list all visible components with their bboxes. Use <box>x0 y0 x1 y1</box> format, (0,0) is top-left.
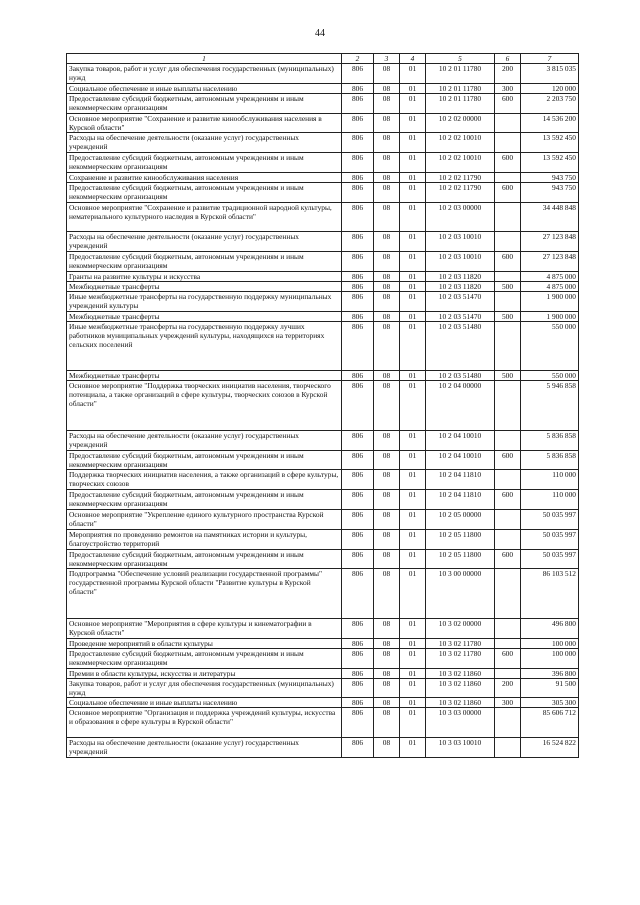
table-row <box>67 510 579 530</box>
row-code-6: 600 <box>495 450 521 470</box>
row-name: Предоставление субсидий бюджетным, автономным учреждениям и иным некоммерческим организациям <box>67 252 342 272</box>
row-code-4: 01 <box>400 638 426 648</box>
row-amount: 27 123 848 <box>521 252 579 272</box>
row-code-5: 10 2 05 11800 <box>426 529 495 549</box>
row-code-2: 806 <box>342 569 374 619</box>
row-code-3: 08 <box>374 678 400 698</box>
row-code-4: 01 <box>400 292 426 312</box>
row-amount: 91 500 <box>521 678 579 698</box>
row-amount: 86 103 512 <box>521 569 579 619</box>
row-code-5: 10 2 03 51480 <box>426 321 495 371</box>
row-code-3: 08 <box>374 618 400 638</box>
row-amount: 396 800 <box>521 668 579 678</box>
table-row <box>67 113 579 133</box>
row-code-2: 806 <box>342 64 374 84</box>
row-name: Межбюджетные трансферты <box>67 371 342 381</box>
row-name: Подпрограмма "Обеспечение условий реализации государственной программы" государственной программы Курской области "Развитие культуры в Курской области" <box>67 569 342 619</box>
row-code-2: 806 <box>342 282 374 292</box>
row-code-3: 08 <box>374 202 400 232</box>
row-code-6 <box>495 430 521 450</box>
row-code-5: 10 2 02 11790 <box>426 182 495 202</box>
row-amount: 4 875 000 <box>521 282 579 292</box>
row-code-2: 806 <box>342 668 374 678</box>
row-code-6 <box>495 202 521 232</box>
row-amount: 120 000 <box>521 83 579 93</box>
table-row <box>67 618 579 638</box>
row-code-5: 10 2 01 11780 <box>426 93 495 113</box>
table-row <box>67 698 579 708</box>
row-code-3: 08 <box>374 638 400 648</box>
row-code-6 <box>495 708 521 738</box>
table-row <box>67 321 579 371</box>
row-code-5: 10 2 02 11790 <box>426 172 495 182</box>
row-code-6 <box>495 470 521 490</box>
row-amount: 1 900 000 <box>521 292 579 312</box>
row-code-6: 600 <box>495 648 521 668</box>
row-code-2: 806 <box>342 371 374 381</box>
table-row <box>67 678 579 698</box>
row-code-5: 10 2 03 00000 <box>426 202 495 232</box>
row-code-5: 10 2 03 11820 <box>426 282 495 292</box>
row-code-2: 806 <box>342 133 374 153</box>
table-row <box>67 182 579 202</box>
row-amount: 550 000 <box>521 371 579 381</box>
row-amount: 13 592 450 <box>521 133 579 153</box>
row-name: Премии в области культуры, искусства и литературы <box>67 668 342 678</box>
row-code-4: 01 <box>400 569 426 619</box>
row-code-3: 08 <box>374 490 400 510</box>
row-code-6 <box>495 638 521 648</box>
row-code-5: 10 2 04 10010 <box>426 450 495 470</box>
row-code-2: 806 <box>342 381 374 431</box>
table-row <box>67 252 579 272</box>
row-code-2: 806 <box>342 529 374 549</box>
row-code-4: 01 <box>400 64 426 84</box>
row-code-2: 806 <box>342 490 374 510</box>
row-name: Расходы на обеспечение деятельности (оказание услуг) государственных учреждений <box>67 133 342 153</box>
row-code-6: 500 <box>495 282 521 292</box>
row-amount: 110 000 <box>521 490 579 510</box>
row-code-6: 600 <box>495 549 521 569</box>
row-code-5: 10 2 02 10010 <box>426 133 495 153</box>
row-code-4: 01 <box>400 311 426 321</box>
row-code-5: 10 2 05 00000 <box>426 510 495 530</box>
row-code-3: 08 <box>374 668 400 678</box>
table-row <box>67 381 579 431</box>
row-name: Предоставление субсидий бюджетным, автономным учреждениям и иным некоммерческим организациям <box>67 153 342 173</box>
row-name: Гранты на развитие культуры и искусства <box>67 272 342 282</box>
row-name: Основное мероприятие "Сохранение и развитие традиционной народной культуры, нематериального культурного наследия в Курской области" <box>67 202 342 232</box>
table-row <box>67 668 579 678</box>
table-row <box>67 64 579 84</box>
row-code-5: 10 3 02 11860 <box>426 668 495 678</box>
row-code-4: 01 <box>400 83 426 93</box>
row-code-3: 08 <box>374 549 400 569</box>
row-amount: 550 000 <box>521 321 579 371</box>
row-code-6: 200 <box>495 64 521 84</box>
row-code-4: 01 <box>400 321 426 371</box>
row-code-5: 10 2 04 11810 <box>426 490 495 510</box>
table-row <box>67 430 579 450</box>
row-code-3: 08 <box>374 450 400 470</box>
row-name: Предоставление субсидий бюджетным, автономным учреждениям и иным некоммерческим организациям <box>67 93 342 113</box>
row-amount: 5 836 858 <box>521 450 579 470</box>
row-code-6 <box>495 381 521 431</box>
row-code-4: 01 <box>400 470 426 490</box>
row-code-6 <box>495 232 521 252</box>
row-name: Расходы на обеспечение деятельности (оказание услуг) государственных учреждений <box>67 232 342 252</box>
row-code-3: 08 <box>374 133 400 153</box>
row-code-5: 10 2 03 51470 <box>426 311 495 321</box>
row-code-3: 08 <box>374 311 400 321</box>
column-header-6: 6 <box>495 54 521 64</box>
row-code-3: 08 <box>374 510 400 530</box>
row-code-2: 806 <box>342 172 374 182</box>
row-code-3: 08 <box>374 272 400 282</box>
row-code-5: 10 3 03 00000 <box>426 708 495 738</box>
row-code-4: 01 <box>400 648 426 668</box>
row-code-6 <box>495 668 521 678</box>
row-code-4: 01 <box>400 738 426 758</box>
row-name: Иные межбюджетные трансферты на государственную поддержку муниципальных учреждений культуры <box>67 292 342 312</box>
row-name: Проведение мероприятий в области культуры <box>67 638 342 648</box>
row-code-3: 08 <box>374 282 400 292</box>
row-code-3: 08 <box>374 569 400 619</box>
row-code-6: 600 <box>495 490 521 510</box>
row-code-3: 08 <box>374 252 400 272</box>
row-code-4: 01 <box>400 450 426 470</box>
row-amount: 305 300 <box>521 698 579 708</box>
row-code-5: 10 3 02 11780 <box>426 638 495 648</box>
row-code-2: 806 <box>342 738 374 758</box>
row-code-4: 01 <box>400 708 426 738</box>
row-code-6 <box>495 133 521 153</box>
page-number: 44 <box>315 28 325 39</box>
row-name: Межбюджетные трансферты <box>67 282 342 292</box>
row-code-5: 10 2 04 10010 <box>426 430 495 450</box>
table-row <box>67 638 579 648</box>
row-amount: 50 035 997 <box>521 529 579 549</box>
row-code-2: 806 <box>342 153 374 173</box>
row-code-6: 500 <box>495 311 521 321</box>
row-name: Закупка товаров, работ и услуг для обеспечения государственных (муниципальных) нужд <box>67 678 342 698</box>
row-name: Основное мероприятие "Организация и поддержка учреждений культуры, искусства и образования в сфере культуры в Курской области" <box>67 708 342 738</box>
row-code-5: 10 2 03 51480 <box>426 371 495 381</box>
row-code-5: 10 2 05 11800 <box>426 549 495 569</box>
row-amount: 1 900 000 <box>521 311 579 321</box>
row-code-3: 08 <box>374 292 400 312</box>
row-code-2: 806 <box>342 450 374 470</box>
row-name: Мероприятия по проведению ремонтов на памятниках истории и культуры, благоустройство территорий <box>67 529 342 549</box>
row-code-2: 806 <box>342 252 374 272</box>
table-row <box>67 282 579 292</box>
row-code-5: 10 2 02 00000 <box>426 113 495 133</box>
column-header-row <box>67 54 579 64</box>
table-row <box>67 529 579 549</box>
row-code-2: 806 <box>342 549 374 569</box>
row-code-5: 10 2 01 11780 <box>426 64 495 84</box>
row-code-4: 01 <box>400 430 426 450</box>
column-header-5: 5 <box>426 54 495 64</box>
row-name: Основное мероприятие "Поддержка творческих инициатив населения, творческого потенциала, а также организаций в сфере культуры, творческих союзов в Курской области" <box>67 381 342 431</box>
row-amount: 100 000 <box>521 638 579 648</box>
row-code-2: 806 <box>342 638 374 648</box>
row-code-6 <box>495 510 521 530</box>
table-row <box>67 549 579 569</box>
table-row <box>67 371 579 381</box>
row-code-2: 806 <box>342 292 374 312</box>
table-row <box>67 202 579 232</box>
row-amount: 16 524 822 <box>521 738 579 758</box>
row-code-2: 806 <box>342 698 374 708</box>
row-code-4: 01 <box>400 529 426 549</box>
row-name: Основное мероприятие "Мероприятия в сфере культуры и кинематографии в Курской области" <box>67 618 342 638</box>
row-code-6 <box>495 172 521 182</box>
column-header-4: 4 <box>400 54 426 64</box>
row-code-4: 01 <box>400 678 426 698</box>
table-row <box>67 738 579 758</box>
row-code-3: 08 <box>374 93 400 113</box>
table-row <box>67 311 579 321</box>
row-code-4: 01 <box>400 133 426 153</box>
row-code-6 <box>495 738 521 758</box>
row-code-4: 01 <box>400 113 426 133</box>
row-code-4: 01 <box>400 381 426 431</box>
row-code-5: 10 2 03 11820 <box>426 272 495 282</box>
row-code-4: 01 <box>400 490 426 510</box>
row-code-2: 806 <box>342 708 374 738</box>
row-amount: 5 836 858 <box>521 430 579 450</box>
budget-table <box>66 53 579 758</box>
row-code-2: 806 <box>342 232 374 252</box>
row-code-4: 01 <box>400 182 426 202</box>
row-code-6: 600 <box>495 252 521 272</box>
row-name: Предоставление субсидий бюджетным, автономным учреждениям и иным некоммерческим организациям <box>67 648 342 668</box>
table-row <box>67 648 579 668</box>
column-header-2: 2 <box>342 54 374 64</box>
table-row <box>67 292 579 312</box>
column-header-3: 3 <box>374 54 400 64</box>
row-code-3: 08 <box>374 371 400 381</box>
row-name: Предоставление субсидий бюджетным, автономным учреждениям и иным некоммерческим организациям <box>67 450 342 470</box>
row-code-5: 10 2 04 11810 <box>426 470 495 490</box>
row-amount: 14 536 200 <box>521 113 579 133</box>
row-code-5: 10 3 00 00000 <box>426 569 495 619</box>
row-code-5: 10 2 03 51470 <box>426 292 495 312</box>
table-row <box>67 133 579 153</box>
row-name: Межбюджетные трансферты <box>67 311 342 321</box>
table-row <box>67 232 579 252</box>
row-code-5: 10 2 01 11780 <box>426 83 495 93</box>
row-code-3: 08 <box>374 153 400 173</box>
row-code-5: 10 2 03 10010 <box>426 252 495 272</box>
table-row <box>67 470 579 490</box>
row-amount: 943 750 <box>521 172 579 182</box>
row-code-4: 01 <box>400 371 426 381</box>
row-amount: 50 035 997 <box>521 510 579 530</box>
row-amount: 4 875 000 <box>521 272 579 282</box>
row-name: Основное мероприятие "Укрепление единого культурного пространства Курской области" <box>67 510 342 530</box>
row-code-6: 200 <box>495 678 521 698</box>
row-code-4: 01 <box>400 618 426 638</box>
row-code-3: 08 <box>374 182 400 202</box>
table-row <box>67 708 579 738</box>
row-code-4: 01 <box>400 232 426 252</box>
row-code-5: 10 2 04 00000 <box>426 381 495 431</box>
row-code-2: 806 <box>342 618 374 638</box>
row-code-2: 806 <box>342 202 374 232</box>
row-name: Социальное обеспечение и иные выплаты населению <box>67 83 342 93</box>
row-name: Расходы на обеспечение деятельности (оказание услуг) государственных учреждений <box>67 738 342 758</box>
row-code-3: 08 <box>374 64 400 84</box>
row-code-6: 600 <box>495 182 521 202</box>
row-code-2: 806 <box>342 321 374 371</box>
row-name: Предоставление субсидий бюджетным, автономным учреждениям и иным некоммерческим организациям <box>67 182 342 202</box>
row-code-4: 01 <box>400 510 426 530</box>
row-code-3: 08 <box>374 113 400 133</box>
table-row <box>67 172 579 182</box>
row-code-2: 806 <box>342 648 374 668</box>
row-code-2: 806 <box>342 470 374 490</box>
row-code-3: 08 <box>374 172 400 182</box>
row-code-6 <box>495 618 521 638</box>
row-code-3: 08 <box>374 381 400 431</box>
row-code-6: 600 <box>495 153 521 173</box>
row-amount: 100 000 <box>521 648 579 668</box>
row-name: Социальное обеспечение и иные выплаты населению <box>67 698 342 708</box>
row-code-5: 10 2 03 10010 <box>426 232 495 252</box>
row-name: Поддержка творческих инициатив населения, а также организаций в сфере культуры, творческих союзов <box>67 470 342 490</box>
row-code-3: 08 <box>374 738 400 758</box>
row-code-6: 300 <box>495 698 521 708</box>
table-row <box>67 83 579 93</box>
row-name: Основное мероприятие "Сохранение и развитие кинообслуживания населения в Курской области" <box>67 113 342 133</box>
row-code-2: 806 <box>342 83 374 93</box>
table-row <box>67 450 579 470</box>
row-code-2: 806 <box>342 113 374 133</box>
row-code-2: 806 <box>342 678 374 698</box>
row-name: Закупка товаров, работ и услуг для обеспечения государственных (муниципальных) нужд <box>67 64 342 84</box>
row-code-4: 01 <box>400 153 426 173</box>
column-header-1: 1 <box>67 54 342 64</box>
row-code-3: 08 <box>374 708 400 738</box>
row-amount: 27 123 848 <box>521 232 579 252</box>
row-code-3: 08 <box>374 321 400 371</box>
row-code-2: 806 <box>342 311 374 321</box>
row-code-6: 300 <box>495 83 521 93</box>
row-code-5: 10 2 02 10010 <box>426 153 495 173</box>
row-code-5: 10 3 02 11780 <box>426 648 495 668</box>
row-code-4: 01 <box>400 172 426 182</box>
row-amount: 50 035 997 <box>521 549 579 569</box>
row-code-3: 08 <box>374 698 400 708</box>
row-code-2: 806 <box>342 182 374 202</box>
table-row <box>67 272 579 282</box>
table-row <box>67 93 579 113</box>
row-code-3: 08 <box>374 83 400 93</box>
row-code-5: 10 3 03 10010 <box>426 738 495 758</box>
row-code-3: 08 <box>374 648 400 668</box>
row-code-4: 01 <box>400 698 426 708</box>
row-name: Иные межбюджетные трансферты на государственную поддержку лучших работников муниципальных учреждений культуры, находящихся на территориях сельских поселений <box>67 321 342 371</box>
row-code-3: 08 <box>374 529 400 549</box>
row-amount: 110 000 <box>521 470 579 490</box>
row-code-3: 08 <box>374 470 400 490</box>
row-amount: 943 750 <box>521 182 579 202</box>
row-code-2: 806 <box>342 430 374 450</box>
row-code-2: 806 <box>342 93 374 113</box>
row-amount: 13 592 450 <box>521 153 579 173</box>
row-amount: 3 815 035 <box>521 64 579 84</box>
row-code-5: 10 3 02 11860 <box>426 698 495 708</box>
row-code-4: 01 <box>400 282 426 292</box>
row-amount: 496 800 <box>521 618 579 638</box>
row-code-2: 806 <box>342 272 374 282</box>
row-code-6 <box>495 529 521 549</box>
row-code-5: 10 3 02 11860 <box>426 678 495 698</box>
row-name: Сохранение и развитие кинообслуживания населения <box>67 172 342 182</box>
row-code-4: 01 <box>400 93 426 113</box>
row-amount: 5 946 858 <box>521 381 579 431</box>
row-code-3: 08 <box>374 232 400 252</box>
row-code-4: 01 <box>400 252 426 272</box>
row-name: Предоставление субсидий бюджетным, автономным учреждениям и иным некоммерческим организациям <box>67 549 342 569</box>
row-code-4: 01 <box>400 202 426 232</box>
row-name: Предоставление субсидий бюджетным, автономным учреждениям и иным некоммерческим организациям <box>67 490 342 510</box>
row-code-4: 01 <box>400 549 426 569</box>
row-code-3: 08 <box>374 430 400 450</box>
table-row <box>67 569 579 619</box>
row-amount: 2 203 750 <box>521 93 579 113</box>
column-header-7: 7 <box>521 54 579 64</box>
row-code-4: 01 <box>400 272 426 282</box>
row-code-6: 500 <box>495 371 521 381</box>
row-amount: 85 606 712 <box>521 708 579 738</box>
table-row <box>67 490 579 510</box>
row-code-6 <box>495 569 521 619</box>
row-code-5: 10 3 02 00000 <box>426 618 495 638</box>
row-code-6 <box>495 321 521 371</box>
row-code-6: 600 <box>495 93 521 113</box>
budget-table-body <box>67 54 579 758</box>
row-code-6 <box>495 272 521 282</box>
row-name: Расходы на обеспечение деятельности (оказание услуг) государственных учреждений <box>67 430 342 450</box>
row-code-4: 01 <box>400 668 426 678</box>
row-amount: 34 448 848 <box>521 202 579 232</box>
row-code-6 <box>495 113 521 133</box>
row-code-6 <box>495 292 521 312</box>
row-code-2: 806 <box>342 510 374 530</box>
table-row <box>67 153 579 173</box>
